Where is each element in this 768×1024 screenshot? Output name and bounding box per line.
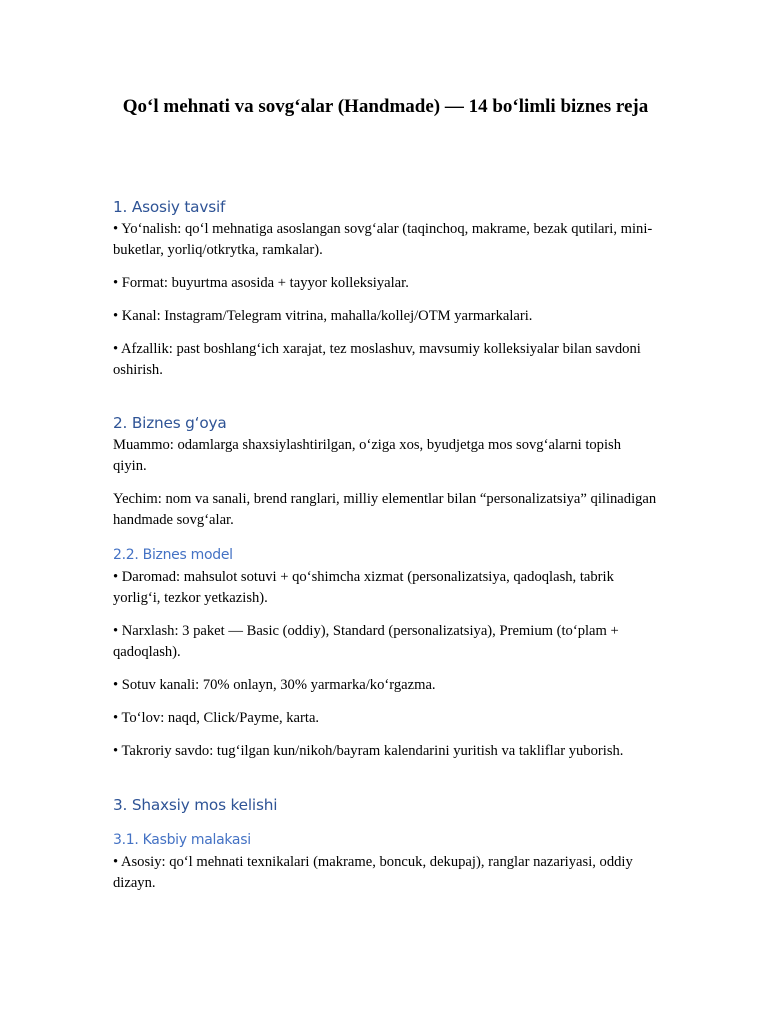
subsection-heading-biznes-model: 2.2. Biznes model (113, 547, 233, 563)
paragraph: • Sotuv kanali: 70% onlayn, 30% yarmarka/ko‘rgazma. (113, 677, 436, 693)
section-heading-shaxsiy-mos-kelishi: 3. Shaxsiy mos kelishi (113, 796, 278, 814)
section-heading-biznes-goya: 2. Biznes g‘oya (113, 414, 227, 432)
paragraph: • Kanal: Instagram/Telegram vitrina, mahalla/kollej/OTM yarmarkalari. (113, 308, 533, 324)
paragraph: Muammo: odamlarga shaxsiylashtirilgan, o‘ziga xos, byudjetga mos sovg‘alarni topish qiyin. (113, 437, 621, 474)
paragraph: Yechim: nom va sanali, brend ranglari, milliy elementlar bilan “personalizatsiya” qilinadigan handmade sovg‘alar. (113, 491, 657, 528)
paragraph: • Yo‘nalish: qo‘l mehnatiga asoslangan sovg‘alar (taqinchoq, makrame, bezak qutilari, mini-buketlar, yorliq/otkrytka, ramkalar). (113, 221, 653, 258)
subsection-heading-kasbiy-malakasi: 3.1. Kasbiy malakasi (113, 832, 251, 848)
section-heading-asosiy-tavsif: 1. Asosiy tavsif (113, 198, 226, 216)
paragraph: • Asosiy: qo‘l mehnati texnikalari (makrame, boncuk, dekupaj), ranglar nazariyasi, oddiy dizayn. (113, 854, 633, 891)
paragraph: • Format: buyurtma asosida + tayyor kolleksiyalar. (113, 275, 409, 291)
paragraph: • To‘lov: naqd, Click/Payme, karta. (113, 710, 320, 726)
document-page (113, 92, 658, 894)
paragraph: • Afzallik: past boshlang‘ich xarajat, tez moslashuv, mavsumiy kolleksiyalar bilan savdoni oshirish. (113, 341, 641, 378)
document-title: Qo‘l mehnati va sovg‘alar (Handmade) — 14 bo‘limli biznes reja (122, 96, 649, 117)
paragraph: • Daromad: mahsulot sotuvi + qo‘shimcha xizmat (personalizatsiya, qadoqlash, tabrik yorlig‘i, tezkor yetkazish). (113, 569, 614, 606)
paragraph: • Narxlash: 3 paket — Basic (oddiy), Standard (personalizatsiya), Premium (to‘plam + qadoqlash). (113, 623, 619, 660)
paragraph: • Takroriy savdo: tug‘ilgan kun/nikoh/bayram kalendarini yuritish va takliflar yuborish. (113, 743, 624, 759)
